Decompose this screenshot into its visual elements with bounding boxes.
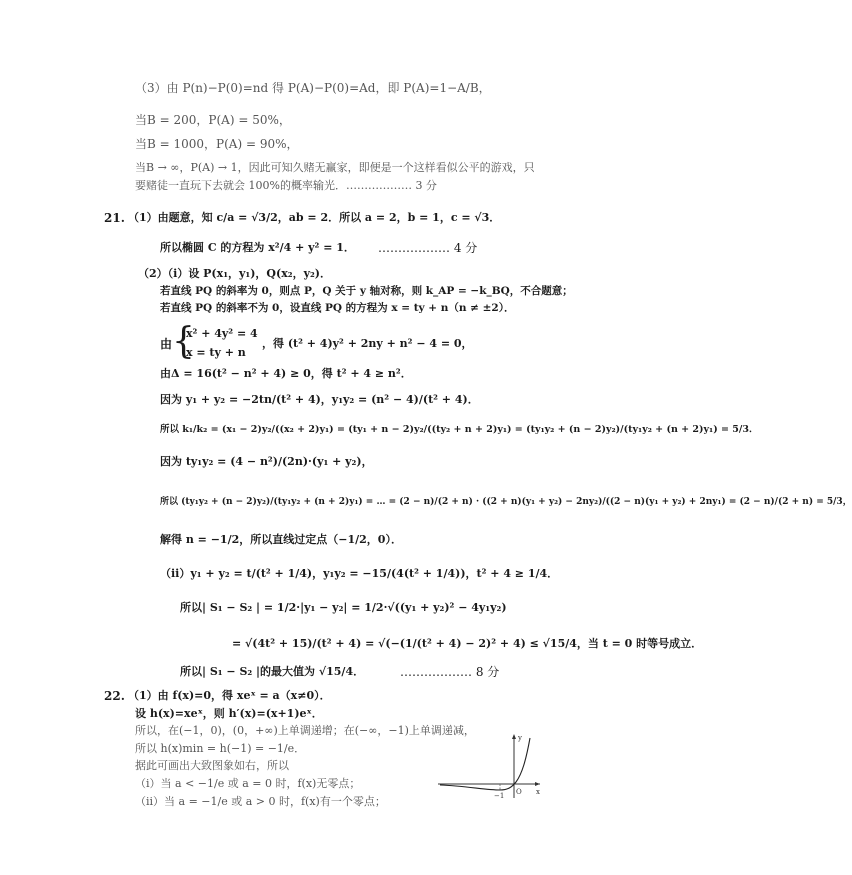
graph-label-y: y (518, 734, 522, 742)
q21-p1-line1: （1）由题意，知 c/a = √3/2，ab = 2．所以 a = 2，b = 1，c = √3． (128, 211, 501, 224)
slope-ratio: 所以 k₁/k₂ = (x₁ − 2)y₂/((x₂ + 2)y₁) = (ty₁ + n − 2)y₂/((ty₂ + n + 2)y₁) = (ty₁y₂ + (n − 2)y₂)/(ty₁y₂ + (n + 2)y₁) = 5/3． (160, 424, 759, 435)
q22-line6: （ⅰ）当 a < −1/e 或 a = 0 时，f(x)无零点； (135, 777, 361, 790)
part3-line5: 要赌徒一直玩下去就会 100%的概率输光．……………… 3 分 (135, 179, 437, 192)
area-score: ……………… 8 分 (400, 665, 500, 679)
q22-line2: 设 h(x)=xeˣ，则 h′(x)=(x+1)eˣ． (135, 707, 323, 720)
solve-line: 解得 n = −1/2，所以直线过定点（−1/2，0）． (160, 533, 402, 546)
curve-h (440, 738, 530, 790)
sum-product: 因为 y₁ + y₂ = −2tn/(t² + 4)，y₁y₂ = (n² − 4)/(t² + 4)． (160, 393, 479, 406)
area-line3: 所以| S₁ − S₂ |的最大值为 √15/4． (180, 665, 365, 678)
q22-line5: 据此可画出大致图象如右，所以 (135, 759, 289, 772)
system-prefix: 由 (160, 337, 173, 351)
q22-line7: （ⅱ）当 a = −1/e 或 a > 0 时，f(x)有一个零点； (135, 795, 386, 808)
q21-p1-line2: 所以椭圆 C 的方程为 x²/4 + y² = 1． (160, 241, 355, 254)
part-ii-line: （ii）y₁ + y₂ = t/(t² + 1/4)，y₁y₂ = −15/(4(t² + 1/4))，t² + 4 ≥ 1/4． (160, 567, 559, 580)
part3-line3: 当B = 1000，P(A) = 90%， (135, 137, 299, 151)
graph-label-origin: O (516, 788, 522, 796)
graph-label-x: x (536, 788, 540, 796)
q22-number: 22. (104, 689, 125, 703)
delta-condition: 由Δ = 16(t² − n² + 4) ≥ 0，得 t² + 4 ≥ n²． (160, 367, 412, 380)
q21-p2-line1: （2）（i）设 P(x₁，y₁)，Q(x₂，y₂)． (138, 267, 332, 280)
part3-line4: 当B → ∞，P(A) → 1，因此可知久赌无赢家，即便是一个这样看似公平的游戏，只 (135, 161, 535, 174)
area-line2: = √(4t² + 15)/(t² + 4) = √(−(1/(t² + 4) − 2)² + 4) ≤ √15/4，当 t = 0 时等号成立． (232, 637, 703, 650)
q22-line3: 所以，在(−1，0)，(0，+∞)上单调递增；在(−∞，−1)上单调递减， (135, 724, 475, 737)
relation-line: 因为 ty₁y₂ = (4 − n²)/(2n)·(y₁ + y₂)， (160, 455, 373, 468)
brace-symbol: { (172, 321, 195, 362)
part3-line2: 当B = 200，P(A) = 50%， (135, 113, 291, 127)
part3-line1: （3）由 P(n)−P(0)=nd 得 P(A)−P(0)=Ad，即 P(A)=1−A/B， (135, 81, 491, 95)
q22-line4: 所以 h(x)min = h(−1) = −1/e． (135, 742, 306, 755)
area-line1: 所以| S₁ − S₂ | = 1/2·|y₁ − y₂| = 1/2·√((y₁ + y₂)² − 4y₁y₂) (180, 601, 507, 614)
q21-p1-score: ……………… 4 分 (378, 241, 478, 255)
system-eq-top: x² + 4y² = 4 (186, 327, 258, 340)
y-axis-arrow-icon (512, 734, 516, 739)
q22-line1: （1）由 f(x)=0，得 xeˣ = a（x≠0）． (128, 689, 331, 702)
x-axis-arrow-icon (535, 782, 540, 786)
q21-number: 21. (104, 211, 125, 225)
graph-label-neg1: −1 (494, 792, 505, 800)
q21-p2-line3: 若直线 PQ 的斜率不为 0，设直线 PQ 的方程为 x = ty + n（n ≠ ±2）． (160, 302, 515, 314)
long-ratio: 所以 (ty₁y₂ + (n − 2)y₂)/(ty₁y₂ + (n + 2)y₁) = … = (2 − n)/(2 + n) · ((2 + n)(y₁ + y₂) − 2ny₂)/((2 − n)(y₁ + y₂) + 2ny₁) = (2 − n)/(2 + n) = 5/3， (160, 497, 852, 507)
system-eq-bottom: x = ty + n (186, 346, 246, 359)
q21-p2-line2: 若直线 PQ 的斜率为 0，则点 P，Q 关于 y 轴对称，则 k_AP = −k_BQ，不合题意； (160, 285, 573, 297)
system-result: ，得 (t² + 4)y² + 2ny + n² − 4 = 0， (262, 337, 473, 350)
function-graph (436, 732, 546, 802)
